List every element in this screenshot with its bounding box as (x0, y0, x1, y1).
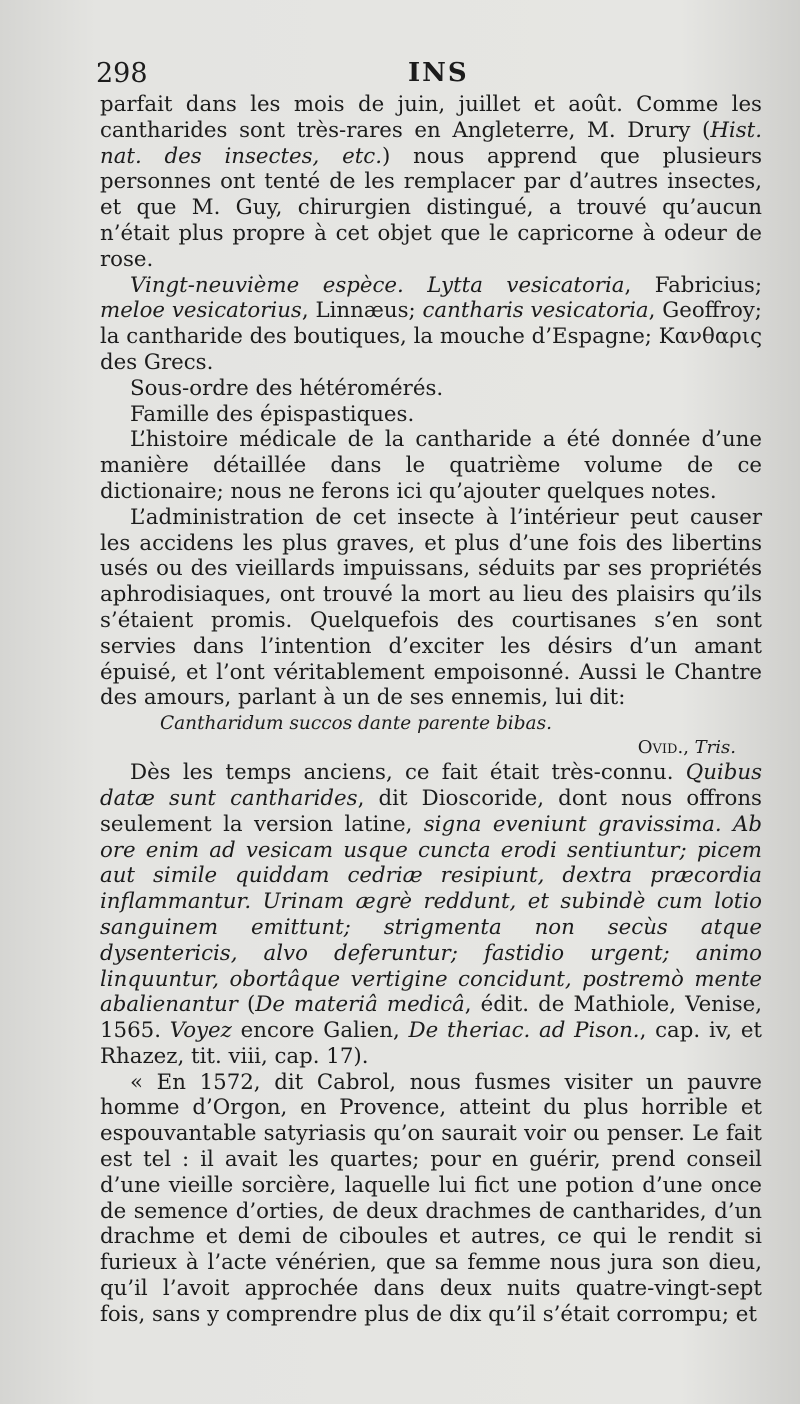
paragraph-1: parfait dans les mois de juin, juillet et août. Comme les cantharides sont très-rares en Angleterre, M. Drury (Hist. nat. des insectes, etc.) nous apprend que plusieurs personnes ont tenté de les remplacer par d’autres insectes, et que M. Guy, chirurgien distingué, a trouvé qu’aucun n’était plus propre à cet objet que le capricorne à odeur de rose. (100, 92, 762, 272)
ovid-quote: Cantharidum succos dante parente bibas. (160, 713, 552, 735)
quote-attribution: Ovid., Tris. (637, 737, 736, 759)
paragraph-suborder: Sous-ordre des hétéromérés. (130, 375, 444, 401)
paragraph-cabrol: « En 1572, dit Cabrol, nous fusmes visiter un pauvre homme d’Orgon, en Provence, atteint du plus horrible et espouvantable satyriasis qu’on saurait voir ou penser. Le fait est tel : il avait les quartes; pour en guérir, prend conseil d’une vieille sorcière, laquelle lui fict une potion d’une once de semence d’orties, de deux drachmes de cantharides, d’un drachme et demi de ciboules et autres, ce qui le rendit si furieux à l’acte vénérien, que sa femme nous jura son dieu, qu’il l’avoit approchée dans deux nuits quatre-vingt-sept fois, sans y comprendre plus de dix qu’il s’était corrompu; et (100, 1069, 762, 1327)
paragraph-family: Famille des épispastiques. (130, 401, 415, 427)
running-head: INS (408, 58, 469, 88)
paragraph-history: L’histoire médicale de la cantharide a été donnée d’une manière détaillée dans le quatrième volume de ce dictionaire; nous ne ferons ici qu’ajouter quelques notes. (100, 427, 762, 504)
paragraph-administration: L’administration de cet insecte à l’intérieur peut causer les accidens les plus graves, et plus d’une fois des libertins usés ou des vieillards impuissans, séduits par ses propriétés aphrodisiaques, ont trouvé la mort au lieu des plaisirs qu’ils s’étaient promis. Quelquefois des courtisanes s’en sont servies dans l’intention d’exciter les désirs d’un amant épuisé, et l’ont véritablement empoisonné. Aussi le Chantre des amours, parlant à un de ses ennemis, lui dit: (100, 504, 762, 711)
paragraph-dioscoride: Dès les temps anciens, ce fait était très-connu. Quibus datæ sunt cantharides, dit Dioscoride, dont nous offrons seulement la version latine, signa eveniunt gravissima. Ab ore enim ad vesicam usque cuncta erodi sentiuntur; picem aut simile quiddam cedriæ resipiunt, dextra præcordia inflammantur. Urinam ægrè reddunt, et subindè cum lotio sanguinem emittunt; strigmenta non secùs atque dysentericis, alvo deferuntur; fastidio urgent; animo linquuntur, obortâque vertigine concidunt, postremò mente abalienantur (De materiâ medicâ, édit. de Mathiole, Venise, 1565. Voyez encore Galien, De theriac. ad Pison., cap. iv, et Rhazez, tit. viii, cap. 17). (100, 760, 763, 1069)
paragraph-species: Vingt-neuvième espèce. Lytta vesicatoria, Fabricius; meloe vesicatorius, Linnæus; cantharis vesicatoria, Geoffroy; la cantharide des boutiques, la mouche d’Espagne; Κανθαρις des Grecs. (100, 272, 762, 375)
page-number: 298 (96, 58, 148, 89)
body-text (100, 92, 762, 1328)
